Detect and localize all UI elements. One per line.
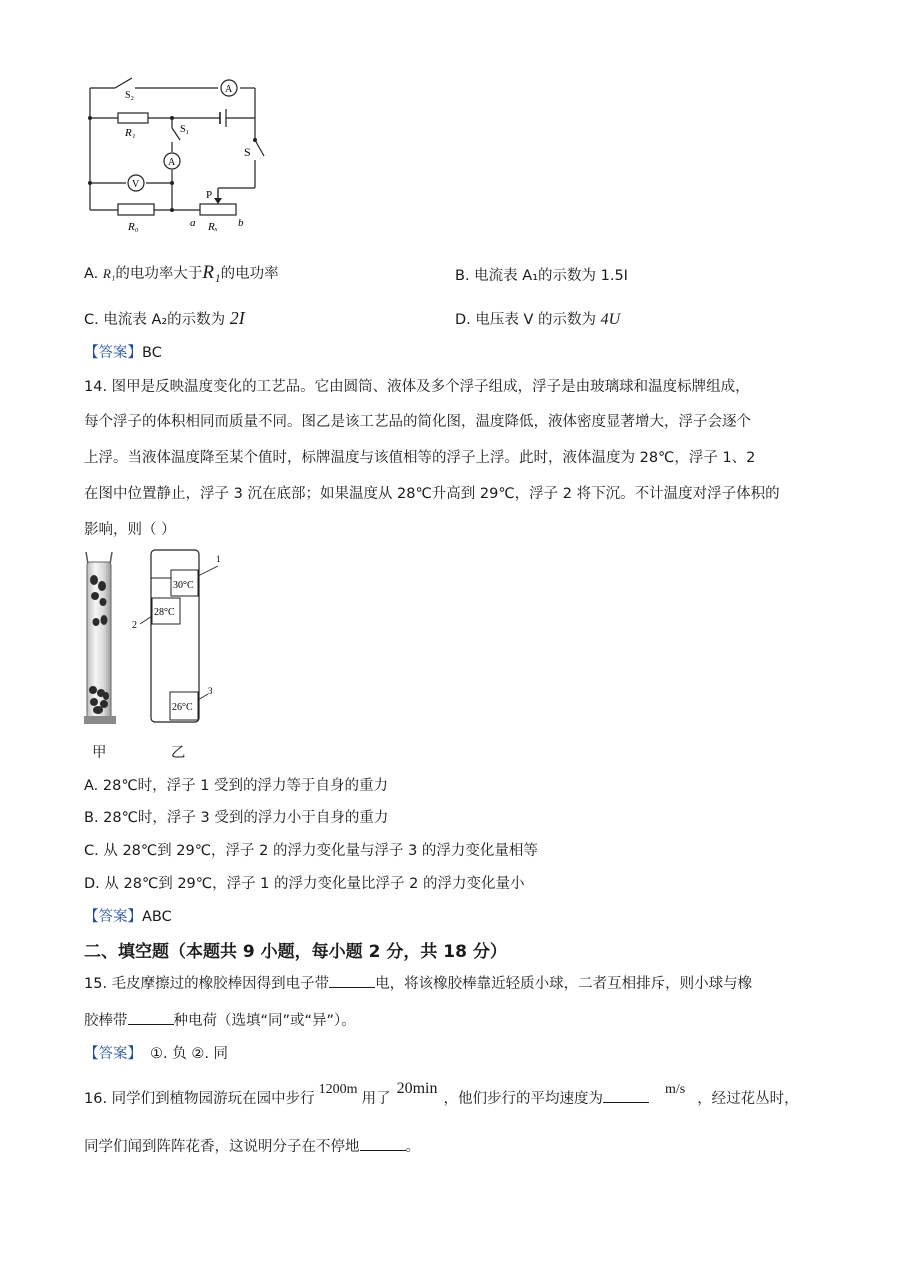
q13-option-b: B. 电流表 A₁的示数为 1.5I — [455, 268, 628, 284]
switch-s-blade — [255, 140, 264, 156]
float-2-temp: 28°C — [154, 607, 175, 618]
s-label: S — [244, 145, 251, 159]
q15-blank-1[interactable] — [329, 973, 375, 988]
q14-answer: 【答案】ABC — [84, 909, 172, 925]
q14-line-2: 每个浮子的体积相同而质量不同。图乙是该工艺品的简化图，温度降低，液体密度显著增大，浮子会逐个 — [84, 414, 751, 430]
q13-option-c: C. 电流表 A₂的示数为 2I — [84, 308, 245, 328]
figure-jia-cylinder — [80, 550, 120, 728]
s1-label: S₁ — [180, 124, 190, 135]
figure-yi-label: 乙 — [171, 745, 186, 761]
float-1-temp: 30°C — [173, 580, 194, 591]
q14-option-b: B. 28℃时，浮子 3 受到的浮力小于自身的重力 — [84, 810, 389, 826]
q15-blank-2[interactable] — [128, 1010, 174, 1025]
r1-label: R₁ — [125, 127, 136, 139]
v-label: V — [132, 179, 140, 190]
q16-blank-2[interactable] — [360, 1136, 406, 1151]
float-1-number: 1 — [216, 554, 221, 564]
switch-s1-blade — [172, 128, 180, 140]
float-3-temp: 26°C — [172, 702, 193, 713]
q13-option-a: A. R₁的电功率大于R₁的电功率 — [84, 262, 279, 283]
section-2-heading: 二、填空题（本题共 9 小题，每小题 2 分，共 18 分） — [84, 942, 507, 962]
float-3-number: 3 — [208, 686, 213, 696]
q16-blank-1[interactable] — [603, 1088, 649, 1103]
q13-answer: 【答案】BC — [84, 345, 162, 361]
q14-line-3: 上浮。当液体温度降至某个值时，标牌温度与该值相等的浮子上浮。此时，液体温度为 28℃，浮子 1、2 — [84, 450, 756, 466]
q13-option-d: D. 电压表 V 的示数为 4U — [455, 311, 621, 328]
r0-label: R₀ — [128, 221, 139, 233]
q15-answer: 【答案】 ①. 负 ②. 同 — [84, 1046, 229, 1062]
end-b-label: b — [238, 217, 244, 229]
circuit-diagram — [80, 70, 280, 240]
a1-label: A — [225, 84, 233, 95]
figure-jia-label: 甲 — [92, 745, 107, 761]
float-2-number: 2 — [132, 620, 137, 631]
q14-option-a: A. 28℃时，浮子 1 受到的浮力等于自身的重力 — [84, 778, 389, 794]
q14-line-1: 14. 图甲是反映温度变化的工艺品。它由圆筒、液体及多个浮子组成，浮子是由玻璃球和温度标牌组成， — [84, 379, 750, 395]
end-a-label: a — [190, 217, 196, 229]
rx-label: Rₓ — [208, 221, 218, 233]
a2-label: A — [168, 157, 176, 168]
q14-line-4: 在图中位置静止，浮子 3 沉在底部；如果温度从 28℃升高到 29℃，浮子 2 将下沉。不计温度对浮子体积的 — [84, 486, 780, 502]
q14-line-5: 影响，则（ ） — [84, 522, 176, 538]
q16-line-1: 16. 同学们到植物园游玩在园中步行1200m用了20min，他们步行的平均速度为m/s，经过花丛时， — [84, 1080, 799, 1107]
switch-s2-blade — [115, 78, 132, 88]
q15-line-2: 胶棒带 种电荷（选填“同”或“异”）。 — [84, 1009, 356, 1030]
figure-yi-schematic — [128, 548, 224, 726]
s2-label: S₂ — [125, 90, 135, 101]
q16-line-2: 同学们闻到阵阵花香，这说明分子在不停地 。 — [84, 1135, 420, 1156]
p-label: P — [206, 189, 213, 201]
q14-option-d: D. 从 28℃到 29℃，浮子 1 的浮力变化量比浮子 2 的浮力变化量小 — [84, 876, 525, 892]
q14-option-c: C. 从 28℃到 29℃，浮子 2 的浮力变化量与浮子 3 的浮力变化量相等 — [84, 843, 538, 859]
q15-line-1: 15. 毛皮摩擦过的橡胶棒因得到电子带 电，将该橡胶棒靠近轻质小球，二者互相排斥，则小球与橡 — [84, 972, 752, 993]
